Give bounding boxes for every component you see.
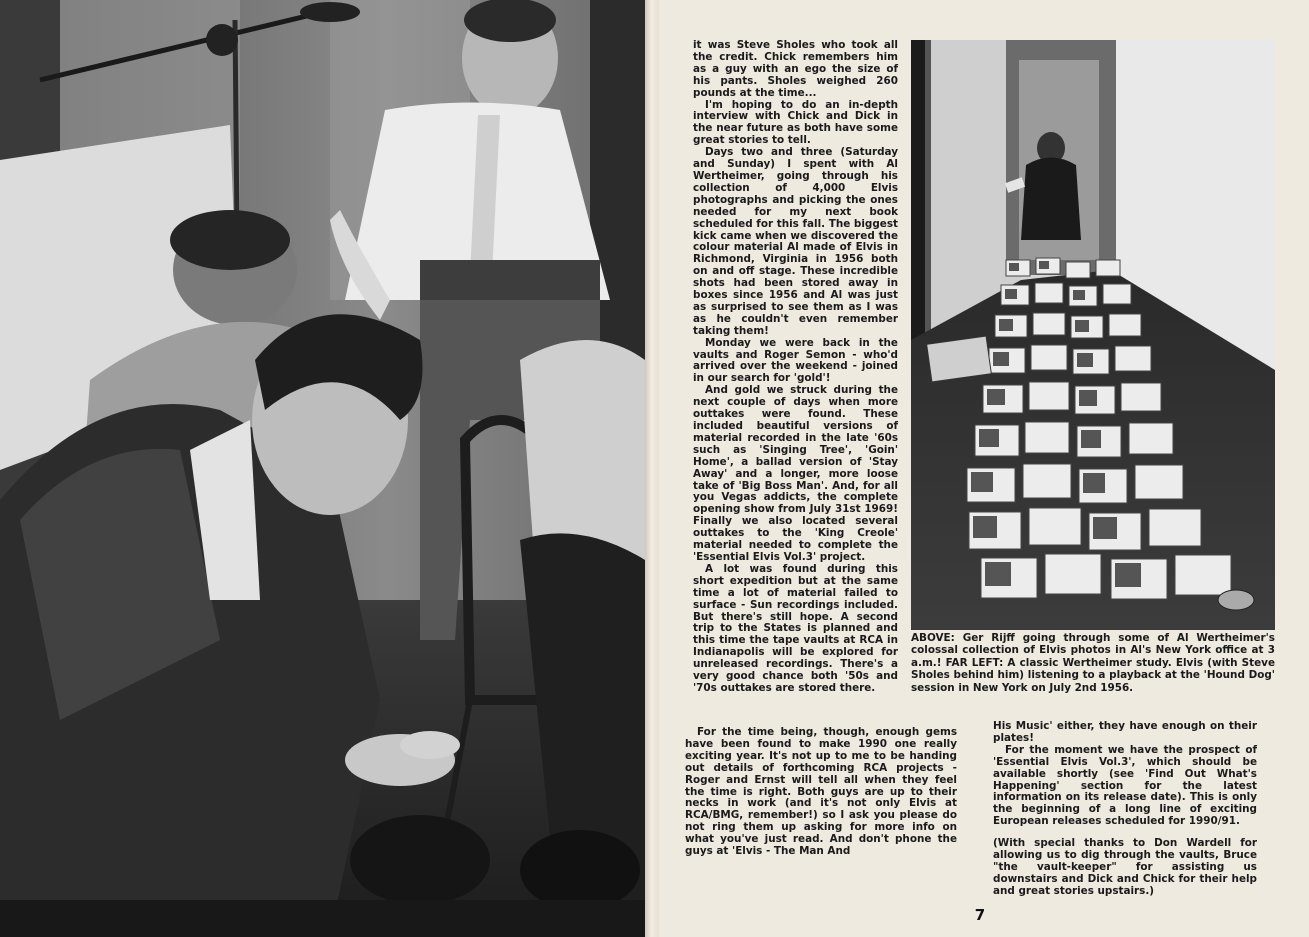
page-gutter xyxy=(645,0,659,937)
article-paragraph: And gold we struck during the next couple of days when more outtakes were found. These included beautiful versions of material recorded in the late '60s such as 'Singing Tree', 'Goin' Home', a ballad version of 'Stay Away' and a longer, more loose take of 'Big Boss Man'. And, for all you Vegas addicts, the complete opening show from July 31st 1969! Finally we also located several outtakes to the 'King Creole' material needed to complete the 'Essential Elvis Vol.3' project. xyxy=(693,384,898,563)
article-paragraph: it was Steve Sholes who took all the credit. Chick remembers him as a guy with an ego the size of his pants. Sholes weighed 260 pounds at the time... xyxy=(693,39,898,99)
right-page xyxy=(659,0,1309,937)
article-paragraph: For the moment we have the prospect of 'Essential Elvis Vol.3', which should be available shortly (see 'Find Out What's Happening' section for the latest information on its release date). This is only the beginning of a long line of exciting European releases scheduled for 1990/91. xyxy=(993,743,1257,828)
studio-session-photo xyxy=(0,0,645,937)
article-paragraph: I'm hoping to do an in-depth interview with Chick and Dick in the near future as both have some great stories to tell. xyxy=(693,98,898,147)
photo-caption: ABOVE: Ger Rijff going through some of Al Wertheimer's colossal collection of Elvis photos in Al's New York office at 3 a.m.! FAR LEFT: A classic Wertheimer study. Elvis (with Steve Sholes behind him) listening to a playback at the 'Hound Dog' session in New York on July 2nd 1956. xyxy=(911,632,1275,694)
article-column-lower-left xyxy=(685,727,957,858)
photo-archive-office xyxy=(911,40,1275,630)
article-paragraph: A lot was found during this short expedition but at the same time a lot of material failed to surface - Sun recordings included. But there's still hope. A second trip to the States is planned and this time the tape vaults at RCA in Indianapolis will be explored for unreleased recordings. There's a very good chance both '50s and '70s outtakes are stored there. xyxy=(693,562,898,694)
article-paragraph: Days two and three (Saturday and Sunday) I spent with Al Wertheimer, going through his collection of 4,000 Elvis photographs and picking the ones needed for my next book scheduled for this fall. The biggest kick came when we discovered the colour material Al made of Elvis in Richmond, Virginia in 1956 both on and off stage. These incredible shots had been stored away in boxes since 1956 and Al was just as surprised to see them as I was as he couldn't even remember taking them! xyxy=(693,146,898,337)
page-number: 7 xyxy=(974,906,986,924)
left-page xyxy=(0,0,648,937)
article-paragraph: (With special thanks to Don Wardell for allowing us to dig through the vaults, Bruce "the vault-keeper" for assisting us downstairs and Dick and Chick for their help and great stories upstairs.) xyxy=(993,837,1257,897)
article-paragraph: Monday we were back in the vaults and Roger Semon - who'd arrived over the weekend - joined in our search for 'gold'! xyxy=(693,336,898,385)
article-column-lower-right xyxy=(993,721,1257,898)
article-paragraph: For the time being, though, enough gems have been found to make 1990 one really exciting year. It's not up to me to be handing out details of forthcoming RCA projects - Roger and Ernst will tell all when they feel the time is right. Both guys are up to their necks in work (and it's not only Elvis at RCA/BMG, remember!) so I ask you please do not ring them up asking for more info on what you've just read. And don't phone the guys at 'Elvis - The Man And xyxy=(685,726,957,858)
article-column-main xyxy=(693,40,898,695)
article-paragraph: His Music' either, they have enough on their plates! xyxy=(993,720,1257,744)
